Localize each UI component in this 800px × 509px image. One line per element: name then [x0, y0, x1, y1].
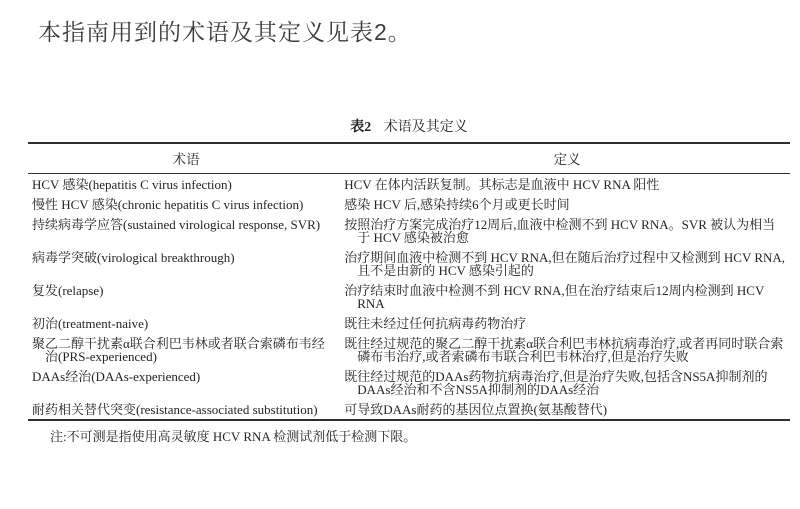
term-cell: 病毒学突破(virological breakthrough): [32, 250, 235, 265]
table-row: [28, 399, 790, 420]
definition-cell: 按照治疗方案完成治疗12周后,血液中检测不到 HCV RNA。SVR 被认为相当于 HCV 感染被治愈: [344, 217, 776, 245]
table-caption-title: 术语及其定义: [383, 120, 468, 135]
table-row: [28, 194, 790, 214]
definition-cell: HCV 在体内活跃复制。其标志是血液中 HCV RNA 阳性: [344, 177, 660, 192]
table-row: [28, 313, 790, 333]
term-cell: DAAs经治(DAAs-experienced): [32, 369, 201, 384]
intro-sentence: 本指南用到的术语及其定义见表2。: [38, 19, 412, 45]
term-cell: 复发(relapse): [32, 283, 104, 298]
term-cell: HCV 感染(hepatitis C virus infection): [32, 177, 232, 192]
definition-cell: 治疗结束时血液中检测不到 HCV RNA,但在治疗结束后12周内检测到 HCV RNA: [344, 283, 765, 311]
table-row: [28, 214, 790, 247]
table-footnote: 注:不可测是指使用高灵敏度 HCV RNA 检测试剂低于检测下限。: [50, 429, 417, 444]
term-cell: 慢性 HCV 感染(chronic hepatitis C virus infection): [32, 197, 304, 212]
table-row: [28, 333, 790, 366]
definition-cell: 可导致DAAs耐药的基因位点置换(氨基酸替代): [344, 402, 608, 417]
terms-definitions-table: [28, 142, 790, 421]
document-page: [0, 16, 800, 509]
definition-cell: 既往未经过任何抗病毒药物治疗: [344, 316, 527, 331]
table-row: [28, 366, 790, 399]
term-cell: 持续病毒学应答(sustained virological response, SVR): [32, 217, 321, 232]
column-header-term: 术语: [28, 143, 344, 174]
term-cell: 初治(treatment-naive): [32, 316, 149, 331]
term-cell: 聚乙二醇干扰素α联合利巴韦林或者联合索磷布韦经治(PRS-experienced): [32, 336, 325, 364]
term-cell: 耐药相关替代突变(resistance-associated substitution): [32, 402, 318, 417]
definition-cell: 既往经过规范的DAAs药物抗病毒治疗,但是治疗失败,包括含NS5A抑制剂的DAAs经治和不含NS5A抑制剂的DAAs经治: [344, 369, 768, 397]
definition-cell: 治疗期间血液中检测不到 HCV RNA,但在随后治疗过程中又检测到 HCV RNA,且不是由新的 HCV 感染引起的: [344, 250, 786, 278]
definition-cell: 感染 HCV 后,感染持续6个月或更长时间: [344, 197, 570, 212]
table-row: [28, 174, 790, 195]
table-row: [28, 280, 790, 313]
definition-cell: 既往经过规范的聚乙二醇干扰素α联合利巴韦林抗病毒治疗,或者再同时联合索磷布韦治疗,或者索磷布韦联合利巴韦林治疗,但是治疗失败: [344, 336, 784, 364]
table2-container: [28, 120, 790, 444]
table-row: [28, 247, 790, 280]
column-header-definition: 定义: [344, 143, 790, 174]
table-header-row: [28, 143, 790, 174]
table-caption-label: 表2: [350, 120, 372, 135]
table-caption: [28, 120, 790, 136]
